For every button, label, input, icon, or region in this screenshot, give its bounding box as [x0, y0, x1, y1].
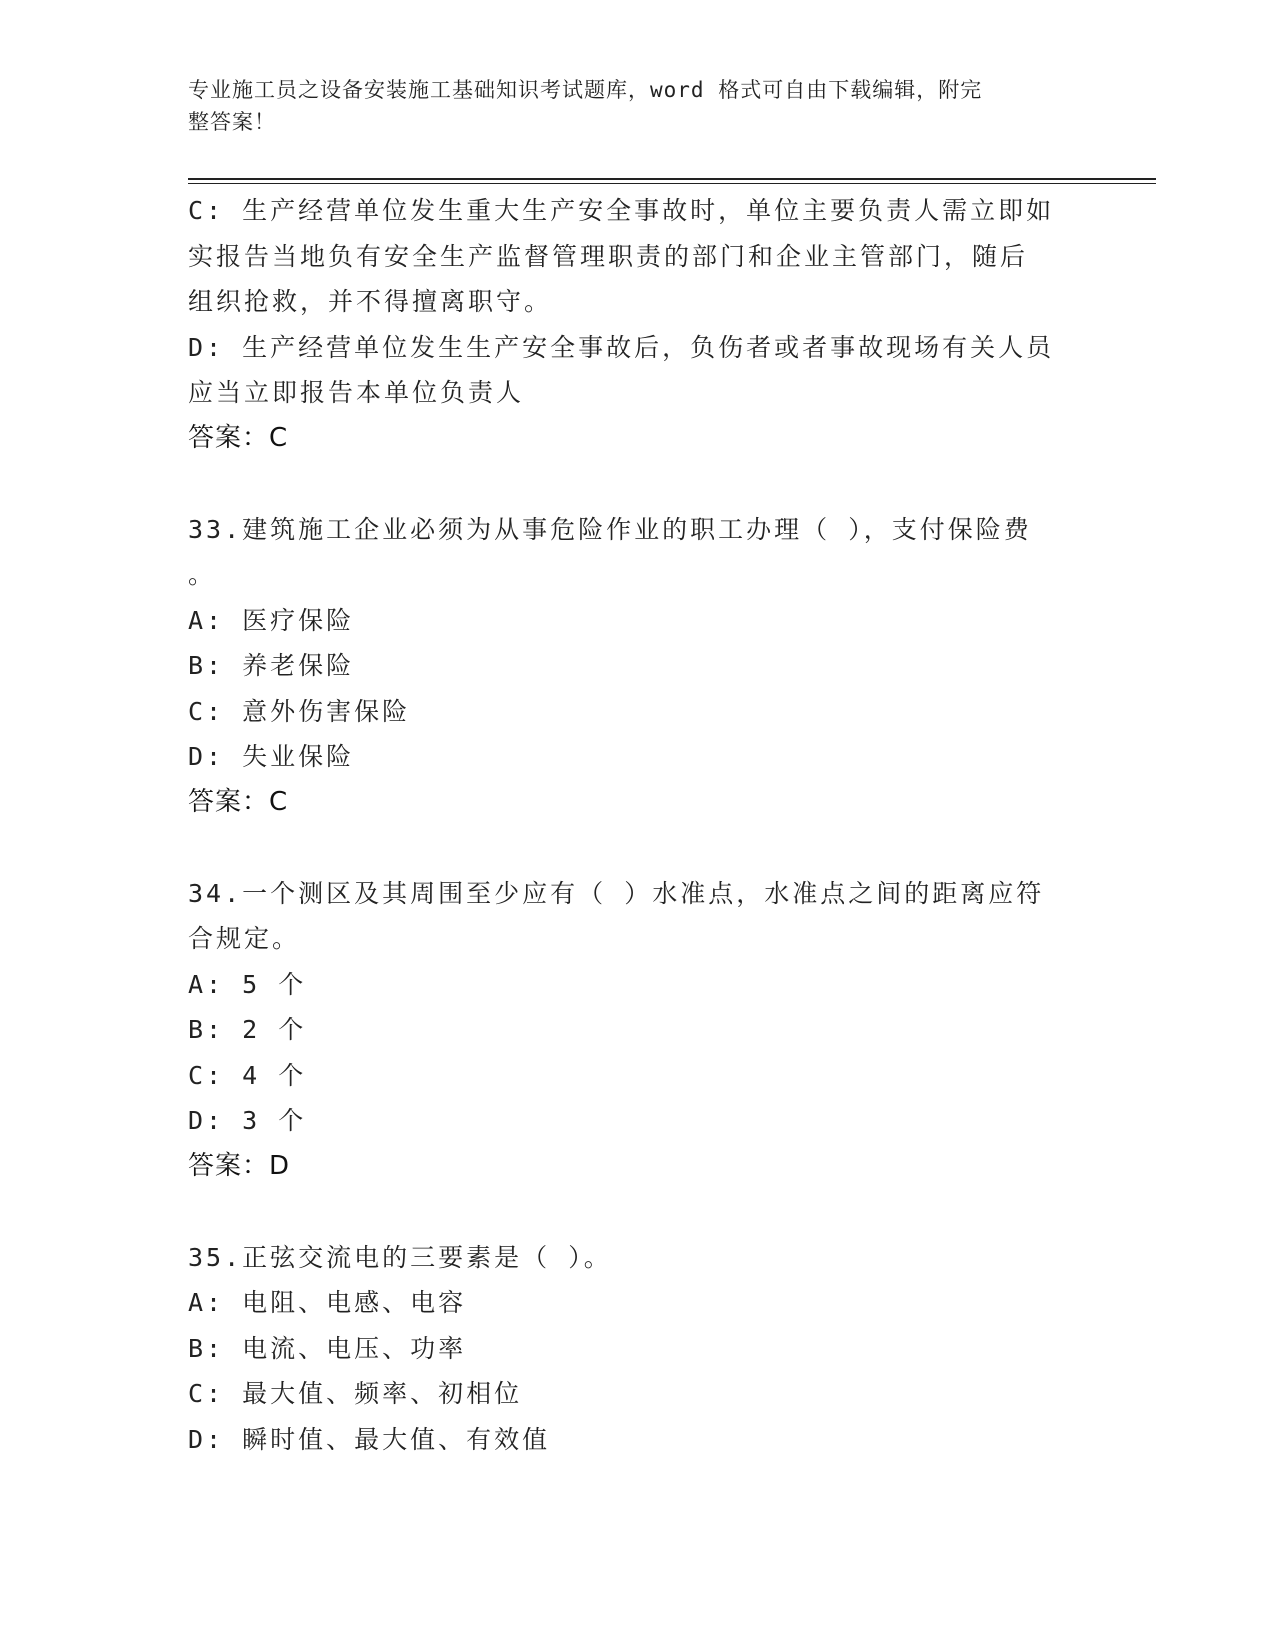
q34-option-b: B: 2 个 — [188, 1015, 307, 1044]
spacer — [188, 825, 1088, 871]
header-rule-thick — [188, 178, 1156, 180]
q32-option-c-line-2: 实报告当地负有安全生产监督管理职责的部门和企业主管部门，随后 — [188, 241, 1029, 271]
page-header — [188, 74, 1068, 138]
q35-question-line-1: 35.正弦交流电的三要素是（ ）。 — [188, 1242, 612, 1272]
q33-option-a: A: 医疗保险 — [188, 605, 355, 635]
q33-option-c: C: 意外伤害保险 — [188, 696, 411, 726]
q33-option-d: D: 失业保险 — [188, 742, 355, 771]
q35-option-d: D: 瞬时值、最大值、有效值 — [188, 1424, 551, 1454]
q34-question-line-1: 34.一个测区及其周围至少应有（ ）水准点，水准点之间的距离应符 — [188, 878, 1045, 908]
q34-question-line-2: 合规定。 — [188, 924, 301, 953]
question-33 — [188, 507, 1088, 826]
q33-answer: 答案：C — [188, 786, 289, 817]
q32-answer: 答案：C — [188, 422, 289, 453]
q34-option-c: C: 4 个 — [188, 1060, 307, 1090]
q34-answer: 答案：D — [188, 1150, 291, 1181]
q32-option-d-line-1: D: 生产经营单位发生生产安全事故后，负伤者或者事故现场有关人员 — [188, 332, 1055, 362]
q34-option-d: D: 3 个 — [188, 1106, 307, 1135]
q33-question-line-2: 。 — [188, 560, 217, 589]
q34-option-a: A: 5 个 — [188, 969, 307, 999]
q35-option-a: A: 电阻、电感、电容 — [188, 1288, 467, 1317]
q35-option-b: B: 电流、电压、功率 — [188, 1333, 467, 1363]
q32-option-d-line-2: 应当立即报告本单位负责人 — [188, 378, 525, 407]
question-content — [188, 188, 1088, 1462]
q35-option-c: C: 最大值、频率、初相位 — [188, 1379, 523, 1408]
q32-option-c-line-1: C: 生产经营单位发生重大生产安全事故时，单位主要负责人需立即如 — [188, 196, 1055, 225]
q32-option-c-line-3: 组织抢救，并不得擅离职守。 — [188, 287, 553, 316]
spacer — [188, 461, 1088, 507]
header-rule-thin — [188, 183, 1156, 184]
header-line-2: 整答案！ — [188, 110, 276, 134]
question-35 — [188, 1235, 1088, 1463]
q33-question-line-1: 33.建筑施工企业必须为从事危险作业的职工办理（ ），支付保险费 — [188, 514, 1032, 544]
question-32 — [188, 188, 1088, 461]
header-line-1: 专业施工员之设备安装施工基础知识考试题库，word 格式可自由下载编辑，附完 — [188, 78, 983, 102]
question-34 — [188, 871, 1088, 1190]
spacer — [188, 1189, 1088, 1235]
q33-option-b: B: 养老保险 — [188, 651, 355, 680]
